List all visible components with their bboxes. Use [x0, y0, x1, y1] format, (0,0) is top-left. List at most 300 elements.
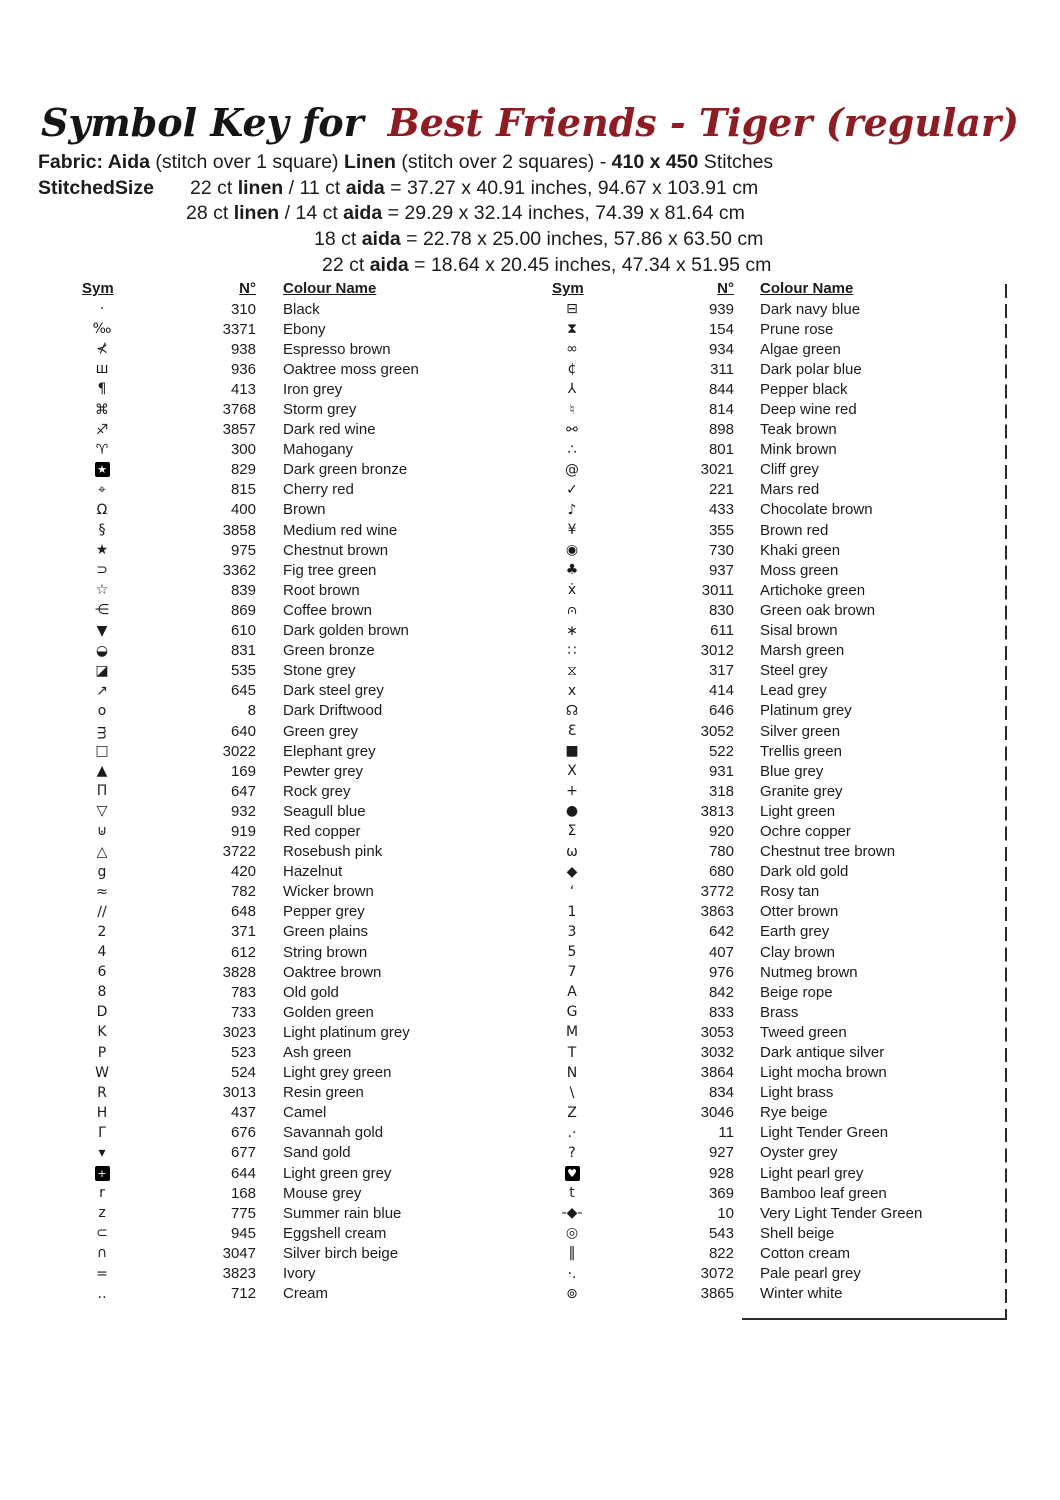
colour-name: Cliff grey	[760, 461, 819, 479]
table-row	[530, 1264, 990, 1284]
stitched-size-text	[38, 253, 771, 279]
colour-name: Teak brown	[760, 421, 837, 439]
text-segment: = 22.78 x 25.00 inches, 57.86 x 63.50 cm	[400, 228, 764, 251]
floss-number: 780	[708, 843, 734, 861]
symbol-cell: ¶	[97, 381, 107, 398]
colour-name: Ash green	[283, 1044, 352, 1062]
floss-number: 647	[230, 782, 256, 800]
colour-name: Brown red	[760, 521, 829, 539]
table-row	[60, 1183, 520, 1203]
text-segment: 22 ct	[322, 253, 370, 276]
fabric-line	[38, 150, 773, 176]
colour-name: Pale pearl grey	[760, 1265, 861, 1283]
table-row	[530, 862, 990, 882]
floss-number: 543	[708, 1224, 734, 1242]
colour-name: Dark green bronze	[283, 461, 408, 479]
symbol-cell: ‥	[97, 1285, 107, 1302]
table-row	[60, 359, 520, 379]
colour-name: Rock grey	[283, 782, 351, 800]
colour-name: Black	[283, 300, 320, 318]
colour-name: Pepper grey	[283, 903, 365, 921]
table-row	[530, 560, 990, 580]
colour-name: Dark antique silver	[760, 1044, 885, 1062]
symbol-cell: r	[99, 1185, 105, 1202]
table-row	[60, 560, 520, 580]
table-row	[60, 319, 520, 339]
table-row	[530, 580, 990, 600]
table-row	[60, 721, 520, 741]
table-right-border	[1005, 284, 1007, 1318]
colour-name: Brass	[760, 1003, 799, 1021]
stitched-size-line-2	[38, 201, 773, 227]
colour-name: Chestnut tree brown	[760, 843, 896, 861]
floss-number: 535	[230, 662, 256, 680]
table-row	[530, 480, 990, 500]
text-segment: aida	[345, 176, 385, 199]
table-row	[60, 1002, 520, 1022]
floss-number: 369	[708, 1184, 734, 1202]
table-row	[60, 801, 520, 821]
table-row	[60, 1284, 520, 1304]
table-row	[530, 1042, 990, 1062]
symbol-cell	[60, 462, 144, 477]
text-segment: 22 ct	[190, 176, 238, 199]
text-segment: Stitches	[698, 151, 774, 173]
colour-name: Light Tender Green	[760, 1124, 889, 1142]
symbol-cell: ‰	[92, 321, 112, 338]
floss-number: 939	[708, 300, 734, 318]
table-row	[530, 942, 990, 962]
colour-name: Golden green	[283, 1003, 374, 1021]
table-row	[530, 801, 990, 821]
symbol-key-table-right	[530, 278, 990, 1304]
colour-name: Ivory	[283, 1265, 316, 1283]
text-segment: / 11 ct	[283, 176, 346, 199]
symbol-cell: ◆	[566, 863, 578, 880]
colour-name: Mouse grey	[283, 1184, 362, 1202]
symbol-cell: 1	[567, 903, 577, 920]
symbol-cell: 3	[567, 923, 577, 940]
colour-name: Silver green	[760, 722, 841, 740]
table-row	[530, 1063, 990, 1083]
colour-name: Chocolate brown	[760, 501, 873, 519]
symbol-cell: +	[566, 783, 578, 800]
colour-name: Dark Driftwood	[283, 702, 383, 720]
colour-name: Light brass	[760, 1084, 834, 1102]
floss-number: 355	[708, 521, 734, 539]
colour-name: Iron grey	[283, 380, 343, 398]
floss-number: 168	[230, 1184, 256, 1202]
text-segment: aida	[343, 202, 383, 225]
symbol-cell: ⊟	[566, 301, 578, 318]
table-row	[530, 1203, 990, 1223]
symbol-cell: ≈	[96, 883, 108, 900]
table-row	[530, 842, 990, 862]
table-row	[60, 1042, 520, 1062]
symbol-cell: .·	[567, 1124, 577, 1141]
floss-number: 3768	[222, 401, 256, 419]
symbol-cell: H	[96, 1104, 108, 1121]
floss-number: 938	[230, 340, 256, 358]
table-row	[60, 1063, 520, 1083]
table-row	[60, 480, 520, 500]
table-row	[530, 1143, 990, 1163]
text-segment: linen	[237, 176, 284, 199]
colour-name: Sisal brown	[760, 622, 838, 640]
colour-name: Hazelnut	[283, 863, 343, 881]
symbol-cell: ⧖	[567, 662, 577, 679]
floss-number: 433	[708, 501, 734, 519]
table-row	[60, 1022, 520, 1042]
floss-number: 839	[230, 581, 256, 599]
symbol-cell: ∴	[567, 441, 577, 458]
symbol-cell: ∩	[96, 1245, 108, 1262]
floss-number: 414	[708, 682, 734, 700]
symbol-cell: 5	[567, 944, 577, 961]
table-row	[60, 1203, 520, 1223]
symbol-cell: =	[96, 1265, 108, 1282]
colour-name: Mink brown	[760, 441, 837, 459]
colour-name: Green bronze	[283, 642, 375, 660]
colour-name: Oaktree brown	[283, 963, 382, 981]
floss-number: 775	[230, 1204, 256, 1222]
text-segment: = 37.27 x 40.91 inches, 94.67 x 103.91 cm	[384, 176, 759, 199]
text-segment: 28 ct	[186, 202, 234, 225]
symbol-cell: Σ	[567, 823, 577, 840]
table-row	[60, 600, 520, 620]
floss-number: 928	[708, 1164, 734, 1182]
floss-number: 317	[708, 662, 734, 680]
floss-number: 834	[708, 1084, 734, 1102]
floss-number: 612	[230, 943, 256, 961]
floss-number: 524	[230, 1064, 256, 1082]
floss-number: 936	[230, 360, 256, 378]
symbol-cell: o	[97, 702, 107, 719]
table-row	[60, 1143, 520, 1163]
table-row	[60, 882, 520, 902]
colour-name: Dark navy blue	[760, 300, 861, 318]
column-header-sym: Sym	[552, 280, 584, 297]
table-row	[60, 500, 520, 520]
floss-number: 646	[708, 702, 734, 720]
symbol-cell: z	[98, 1205, 106, 1222]
table-row	[60, 842, 520, 862]
table-row	[530, 540, 990, 560]
colour-name: Earth grey	[760, 923, 830, 941]
symbol-cell: ⊀	[96, 341, 108, 358]
symbol-cell: ¥	[567, 522, 577, 539]
colour-name: Very Light Tender Green	[760, 1204, 923, 1222]
symbol-cell: ◎	[565, 1225, 579, 1242]
symbol-cell: Ɛ	[567, 723, 577, 740]
colour-name: Camel	[283, 1104, 327, 1122]
table-row	[530, 520, 990, 540]
text-segment: (stitch over 1 square)	[149, 151, 344, 173]
table-row	[60, 1123, 520, 1143]
table-row	[530, 600, 990, 620]
floss-number: 3046	[700, 1104, 734, 1122]
symbol-cell: ⌘	[95, 401, 109, 418]
symbol-cell: ⋲	[95, 602, 109, 619]
table-row	[530, 882, 990, 902]
floss-number: 611	[710, 622, 734, 640]
table-row	[60, 1083, 520, 1103]
floss-number: 927	[708, 1144, 734, 1162]
colour-name: Steel grey	[760, 662, 828, 680]
colour-name: Espresso brown	[283, 340, 391, 358]
floss-number: 829	[230, 461, 256, 479]
column-header-sym: Sym	[82, 280, 114, 297]
symbol-cell: Ω	[96, 501, 108, 518]
table-row	[60, 1243, 520, 1263]
colour-name: Moss green	[760, 561, 839, 579]
floss-number: 712	[230, 1285, 256, 1303]
symbol-cell: K	[97, 1024, 107, 1041]
floss-number: 413	[230, 380, 256, 398]
symbol-cell: ⊃	[96, 562, 108, 579]
colour-name: Pewter grey	[283, 762, 364, 780]
table-row	[60, 1223, 520, 1243]
table-row	[60, 862, 520, 882]
symbol-cell: ‘	[569, 883, 575, 900]
symbol-cell: 4	[97, 944, 107, 961]
colour-name: Trellis green	[760, 742, 842, 760]
floss-number: 648	[230, 903, 256, 921]
column-header-number: N°	[717, 280, 734, 297]
colour-name: Brown	[283, 501, 326, 519]
colour-name: String brown	[283, 943, 368, 961]
symbol-cell: ∗	[566, 622, 578, 639]
symbol-cell: ◒	[95, 642, 109, 659]
symbol-cell: Z	[567, 1104, 577, 1121]
floss-number: 407	[708, 943, 734, 961]
symbol-cell: ∞	[566, 341, 578, 358]
table-row	[530, 440, 990, 460]
table-row	[530, 761, 990, 781]
stitched-size-text	[38, 227, 763, 253]
table-row	[530, 1223, 990, 1243]
symbol-cell: ■	[565, 743, 579, 760]
floss-number: 733	[230, 1003, 256, 1021]
floss-number: 898	[708, 421, 734, 439]
symbol-cell: 8	[97, 984, 107, 1001]
table-row	[530, 1002, 990, 1022]
colour-name: Medium red wine	[283, 521, 398, 539]
symbol-cell: x	[567, 682, 577, 699]
floss-number: 676	[230, 1124, 256, 1142]
floss-number: 869	[230, 601, 256, 619]
symbol-cell: g	[97, 863, 107, 880]
colour-name: Resin green	[283, 1084, 364, 1102]
table-header-row	[60, 278, 520, 299]
colour-name: Red copper	[283, 822, 361, 840]
table-row	[60, 661, 520, 681]
inverse-symbol: +	[95, 1166, 110, 1181]
floss-number: 975	[230, 541, 256, 559]
floss-number: 842	[708, 983, 734, 1001]
symbol-cell: ¢	[567, 361, 577, 378]
symbol-cell: ▽	[96, 803, 108, 820]
floss-number: 300	[230, 441, 256, 459]
floss-number: 610	[230, 622, 256, 640]
colour-name: Beige rope	[760, 983, 833, 1001]
symbol-cell: 2	[97, 923, 107, 940]
colour-name: Elephant grey	[283, 742, 376, 760]
floss-number: 311	[710, 360, 734, 378]
floss-number: 3823	[222, 1265, 256, 1283]
symbol-cell	[60, 1166, 144, 1181]
colour-name: Shell beige	[760, 1224, 835, 1242]
colour-name: Wicker brown	[283, 883, 374, 901]
symbol-cell: ♮	[569, 401, 575, 418]
colour-name: Rosy tan	[760, 883, 820, 901]
table-row	[530, 902, 990, 922]
symbol-cell: -◆-	[561, 1205, 583, 1222]
symbol-cell: ▾	[98, 1144, 106, 1161]
colour-name: Old gold	[283, 983, 339, 1001]
symbol-cell: □	[95, 743, 109, 760]
colour-name: Dark steel grey	[283, 682, 384, 700]
symbol-cell: ⌖	[98, 481, 106, 498]
symbol-cell: ★	[95, 542, 109, 559]
colour-name: Khaki green	[760, 541, 841, 559]
floss-number: 814	[708, 401, 734, 419]
text-segment: (stitch over 2 squares) -	[395, 151, 612, 173]
colour-name: Algae green	[760, 340, 841, 358]
symbol-cell: ∷	[567, 642, 577, 659]
table-row	[530, 379, 990, 399]
colour-name: Artichoke green	[760, 581, 866, 599]
symbol-cell: ▼	[96, 622, 108, 639]
table-row	[530, 1284, 990, 1304]
symbol-cell: ♣	[565, 562, 579, 579]
table-row	[60, 621, 520, 641]
symbol-cell: △	[96, 843, 108, 860]
floss-number: 945	[230, 1224, 256, 1242]
colour-name: Ochre copper	[760, 822, 851, 840]
symbol-cell: ●	[565, 803, 579, 820]
colour-name: Rye beige	[760, 1104, 828, 1122]
table-row	[60, 420, 520, 440]
floss-number: 169	[230, 762, 256, 780]
floss-number: 221	[708, 481, 734, 499]
colour-name: Cherry red	[283, 481, 354, 499]
symbol-cell: ᴟ	[97, 723, 107, 740]
colour-name: Green grey	[283, 722, 359, 740]
fabric-info-block	[38, 150, 773, 278]
table-row	[60, 761, 520, 781]
colour-name: Stone grey	[283, 662, 356, 680]
floss-number: 830	[708, 601, 734, 619]
symbol-cell: ▲	[96, 763, 108, 780]
floss-number: 3858	[222, 521, 256, 539]
table-row	[60, 580, 520, 600]
table-row	[530, 741, 990, 761]
floss-number: 310	[230, 300, 256, 318]
symbol-cell: ⊍	[96, 823, 108, 840]
colour-name: Dark old gold	[760, 863, 849, 881]
colour-name: Mars red	[760, 481, 820, 499]
stitched-size-line-3	[38, 227, 773, 253]
symbol-cell: A	[567, 984, 577, 1001]
floss-number: 10	[717, 1204, 734, 1222]
floss-number: 154	[708, 320, 734, 338]
symbol-cell: D	[96, 1004, 108, 1021]
floss-number: 3047	[222, 1244, 256, 1262]
symbol-cell: ✓	[566, 481, 578, 498]
colour-name: Bamboo leaf green	[760, 1184, 887, 1202]
colour-name: Light green	[760, 802, 836, 820]
floss-number: 831	[230, 642, 256, 660]
text-segment: Linen	[343, 151, 396, 173]
floss-number: 3722	[222, 843, 256, 861]
table-row	[530, 339, 990, 359]
table-row	[60, 741, 520, 761]
floss-number: 920	[708, 822, 734, 840]
table-row	[530, 299, 990, 319]
symbol-cell: 6	[97, 964, 107, 981]
symbol-cell: ♐	[95, 421, 109, 438]
table-row	[530, 1103, 990, 1123]
table-row	[530, 641, 990, 661]
page-title-black: Symbol Key for	[40, 100, 364, 145]
colour-name: Pepper black	[760, 380, 848, 398]
table-row	[530, 460, 990, 480]
colour-name: Light platinum grey	[283, 1023, 410, 1041]
symbol-cell: ↗	[96, 682, 108, 699]
floss-number: 318	[708, 782, 734, 800]
table-row	[530, 1163, 990, 1183]
floss-number: 3865	[700, 1285, 734, 1303]
table-row	[530, 420, 990, 440]
text-segment: Fabric:	[38, 151, 104, 173]
floss-number: 522	[708, 742, 734, 760]
table-row	[60, 922, 520, 942]
table-row	[530, 359, 990, 379]
colour-name: Cream	[283, 1285, 329, 1303]
symbol-cell: ∕∕	[97, 903, 107, 920]
stitched-size-label: StitchedSize	[38, 176, 154, 199]
text-segment: aida	[369, 253, 409, 276]
colour-name: Nutmeg brown	[760, 963, 858, 981]
text-segment: 18 ct	[314, 228, 362, 251]
floss-number: 642	[708, 923, 734, 941]
colour-name: Platinum grey	[760, 702, 852, 720]
colour-name: Dark golden brown	[283, 622, 409, 640]
column-header-number: N°	[239, 280, 256, 297]
colour-name: Otter brown	[760, 903, 839, 921]
text-segment: = 29.29 x 32.14 inches, 74.39 x 81.64 cm	[382, 202, 745, 225]
colour-name: Tweed green	[760, 1023, 847, 1041]
symbol-cell: Π	[96, 783, 108, 800]
floss-number: 919	[230, 822, 256, 840]
floss-number: 400	[230, 501, 256, 519]
colour-name: Storm grey	[283, 401, 357, 419]
symbol-cell: ⊚	[566, 1285, 578, 1302]
colour-name: Marsh green	[760, 642, 845, 660]
colour-name: Eggshell cream	[283, 1224, 387, 1242]
table-row	[60, 520, 520, 540]
symbol-cell: ⩀	[567, 602, 577, 619]
floss-number: 680	[708, 863, 734, 881]
table-row	[530, 922, 990, 942]
symbol-cell: ш	[95, 361, 109, 378]
table-row	[530, 621, 990, 641]
table-row	[60, 339, 520, 359]
symbol-cell: ☊	[565, 702, 579, 719]
floss-number: 3023	[222, 1023, 256, 1041]
floss-number: 3013	[222, 1084, 256, 1102]
